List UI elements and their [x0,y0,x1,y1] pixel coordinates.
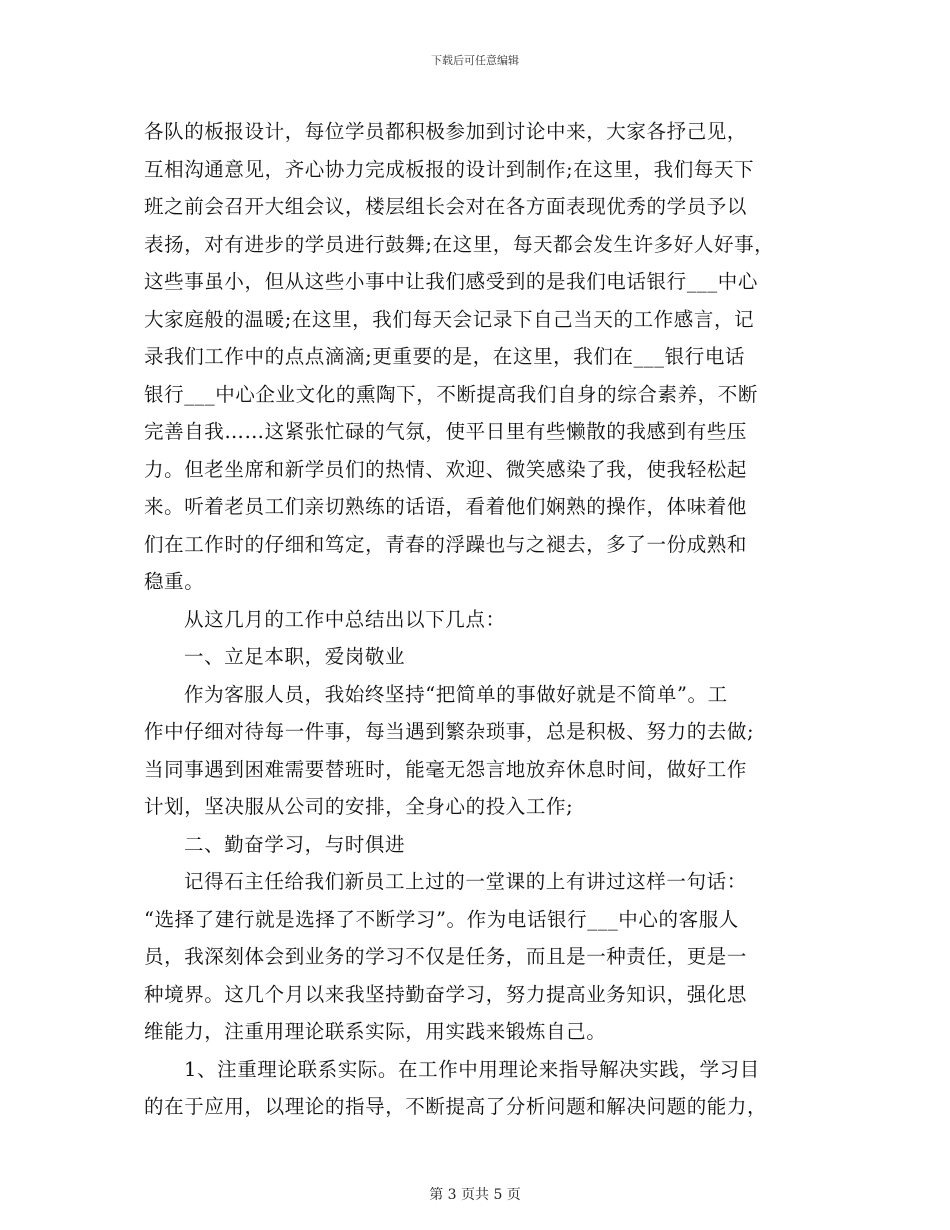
text-line: 完善自我……这紧张忙碌的气氛，使平日里有些懒散的我感到有些压 [144,420,748,443]
paragraph-start: 记得石主任给我们新员工上过的一堂课的上有讲过这样一句话： [184,870,747,893]
section-heading: 二、勤奋学习，与时俱进 [184,832,406,856]
text-line: 银行___中心企业文化的熏陶下，不断提高我们自身的综合素养，不断 [144,382,758,406]
text-line: 员，我深刻体会到业务的学习不仅是任务，而且是一种责任，更是一 [144,945,748,968]
page-header: 下载后可任意编辑 [431,54,519,67]
text-line: 计划，坚决服从公司的安排，全身心的投入工作; [144,795,574,818]
text-line: 表扬，对有进步的学员进行鼓舞;在这里，每天都会发生许多好人好事， [144,232,775,256]
text-line: 大家庭般的温暖;在这里，我们每天会记录下自己当天的工作感言，记 [144,307,755,331]
text-line: 力。但老坐席和新学员们的热情、欢迎、微笑感染了我，使我轻松起 [144,457,748,481]
section-heading: 一、立足本职，爱岗敬业 [184,645,406,668]
text-line: 稳重。 [144,570,205,593]
text-line: 维能力，注重用理论联系实际，用实践来锻炼自己。 [144,1020,607,1043]
text-line: 录我们工作中的点点滴滴;更重要的是，在这里，我们在___银行电话 [144,345,746,368]
paragraph-start: 1、注重理论联系实际。在工作中用理论来指导解决实践，学习目 [184,1057,760,1081]
text-line: 互相沟通意见，齐心协力完成板报的设计到制作;在这里，我们每天下 [144,157,755,181]
document-body [144,113,812,1126]
text-line: 的在于应用，以理论的指导，不断提高了分析问题和解决问题的能力， [144,1095,768,1118]
text-line: 来。听着老员工们亲切熟练的话语，看着他们娴熟的操作，体味着他 [144,495,748,518]
text-line: 班之前会召开大组会议，楼层组长会对在各方面表现优秀的学员予以 [144,195,748,218]
paragraph-start: 作为客服人员，我始终坚持“把简单的事做好就是不简单”。工 [184,682,728,706]
page-footer: 第 3 页共 5 页 [429,1187,521,1203]
text-line: 当同事遇到困难需要替班时，能毫无怨言地放弃休息时间，做好工作 [144,757,748,781]
text-line: “选择了建行就是选择了不断学习”。作为电话银行___中心的客服人 [144,907,739,931]
paragraph-start: 从这几月的工作中总结出以下几点： [184,607,506,631]
text-line: 各队的板报设计，每位学员都积极参加到讨论中来，大家各抒己见， [144,120,748,143]
text-line: 们在工作时的仔细和笃定，青春的浮躁也与之褪去，多了一份成熟和 [144,532,748,556]
text-line: 作中仔细对待每一件事，每当遇到繁杂琐事，总是积极、努力的去做; [144,720,755,743]
text-line: 种境界。这几个月以来我坚持勤奋学习，努力提高业务知识，强化思 [144,982,748,1006]
text-line: 这些事虽小，但从这些小事中让我们感受到的是我们电话银行___中心 [144,270,758,293]
